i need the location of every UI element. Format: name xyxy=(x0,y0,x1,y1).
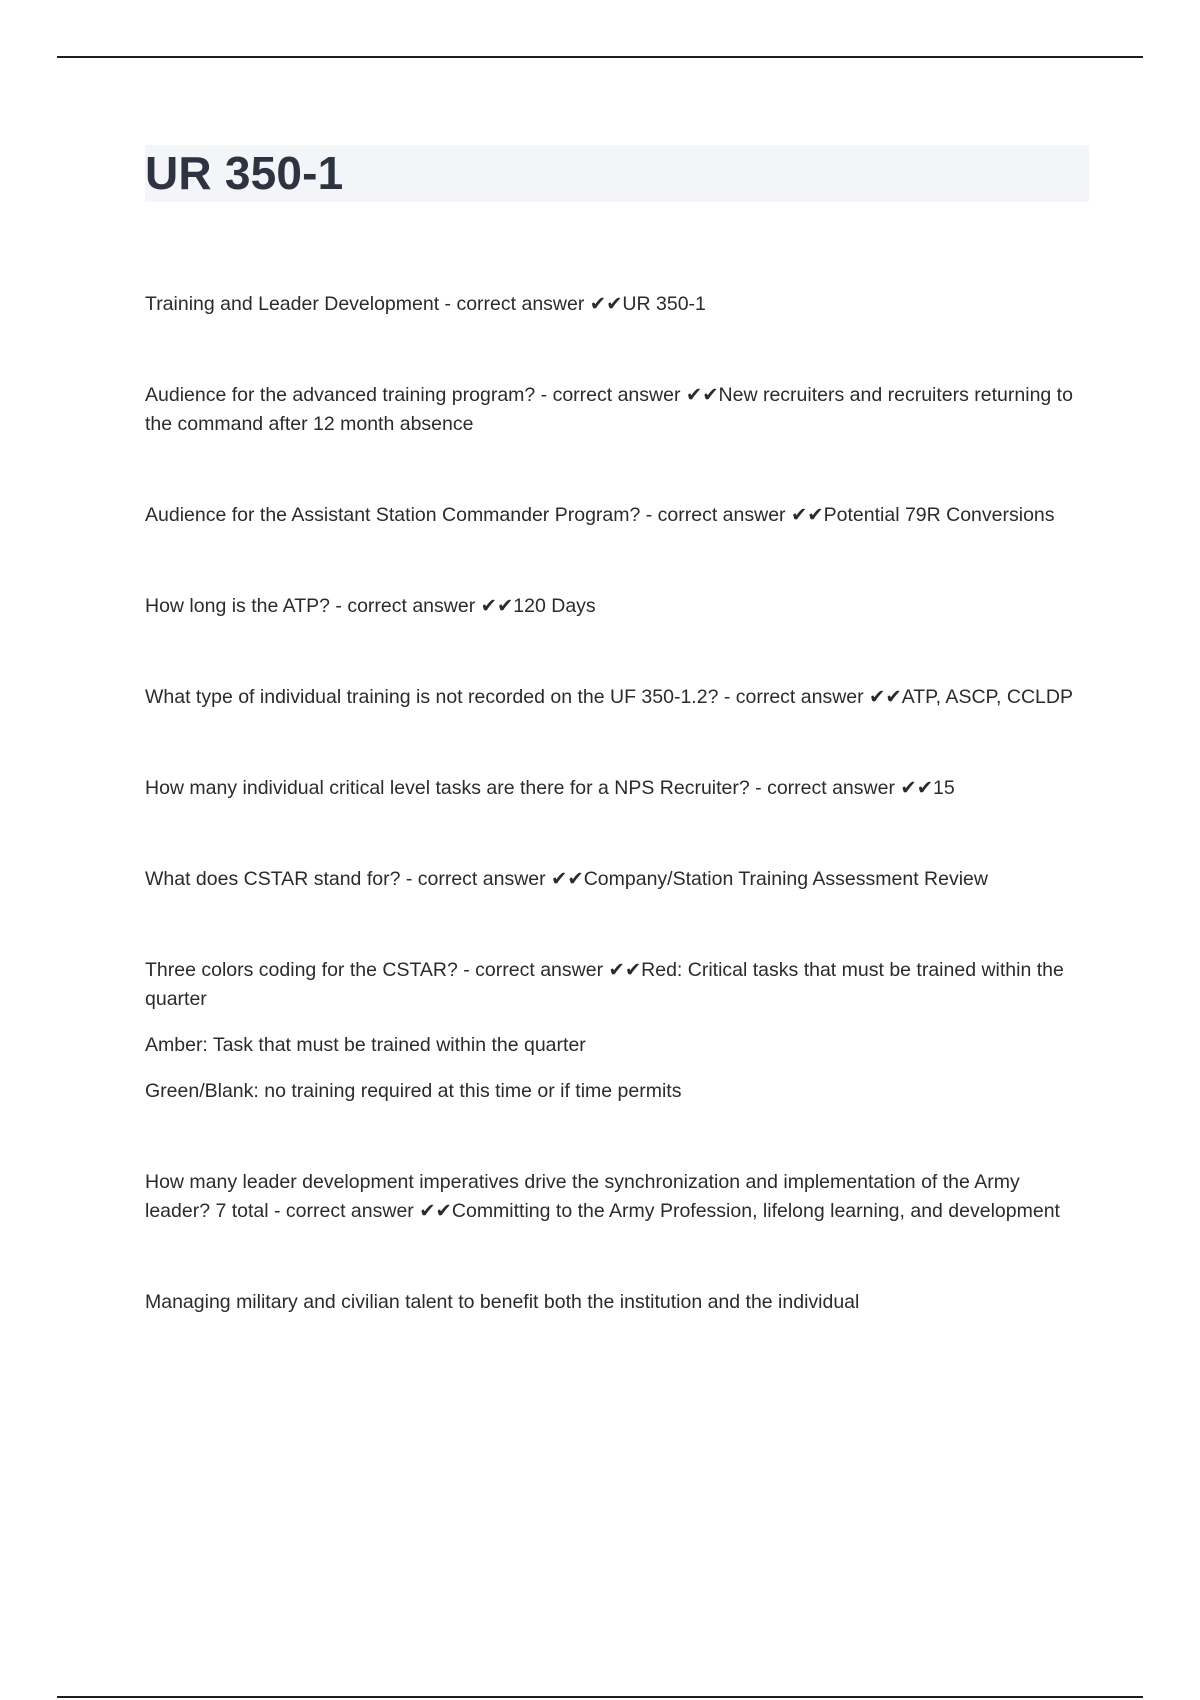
qa-entry xyxy=(145,381,1090,439)
qa-text: Audience for the advanced training program? - correct answer ✔✔New recruiters and recruiters returning to the command after 12 month absence xyxy=(145,384,1073,435)
qa-entry xyxy=(145,1288,1090,1317)
qa-list xyxy=(145,290,1090,1379)
qa-entry xyxy=(145,290,1090,319)
footer-rule xyxy=(57,1696,1143,1698)
qa-entry xyxy=(145,501,1090,530)
qa-text: Three colors coding for the CSTAR? - correct answer ✔✔Red: Critical tasks that must be trained within the quarter xyxy=(145,959,1064,1010)
qa-entry xyxy=(145,865,1090,894)
qa-text: How long is the ATP? - correct answer ✔✔120 Days xyxy=(145,595,596,617)
qa-entry xyxy=(145,774,1090,803)
qa-text: Training and Leader Development - correct answer ✔✔UR 350-1 xyxy=(145,293,706,315)
qa-text: How many leader development imperatives drive the synchronization and implementation of the Army leader? 7 total - correct answer ✔✔Committing to the Army Profession, lifelong learning, and development xyxy=(145,1171,1060,1222)
qa-text: What does CSTAR stand for? - correct answer ✔✔Company/Station Training Assessment Review xyxy=(145,868,988,890)
qa-text: What type of individual training is not recorded on the UF 350-1.2? - correct answer ✔✔ATP, ASCP, CCLDP xyxy=(145,686,1073,708)
qa-text: Managing military and civilian talent to benefit both the institution and the individual xyxy=(145,1291,860,1313)
qa-entry xyxy=(145,1168,1090,1226)
header-rule xyxy=(57,56,1143,58)
qa-text-continued: Amber: Task that must be trained within the quarter xyxy=(145,1034,586,1056)
qa-entry xyxy=(145,956,1090,1106)
qa-text-continued: Green/Blank: no training required at this time or if time permits xyxy=(145,1080,682,1102)
qa-entry xyxy=(145,683,1090,712)
qa-text: How many individual critical level tasks are there for a NPS Recruiter? - correct answer ✔✔15 xyxy=(145,777,955,799)
page-title: UR 350-1 xyxy=(145,147,344,199)
qa-entry xyxy=(145,592,1090,621)
qa-text: Audience for the Assistant Station Commander Program? - correct answer ✔✔Potential 79R Conversions xyxy=(145,504,1055,526)
